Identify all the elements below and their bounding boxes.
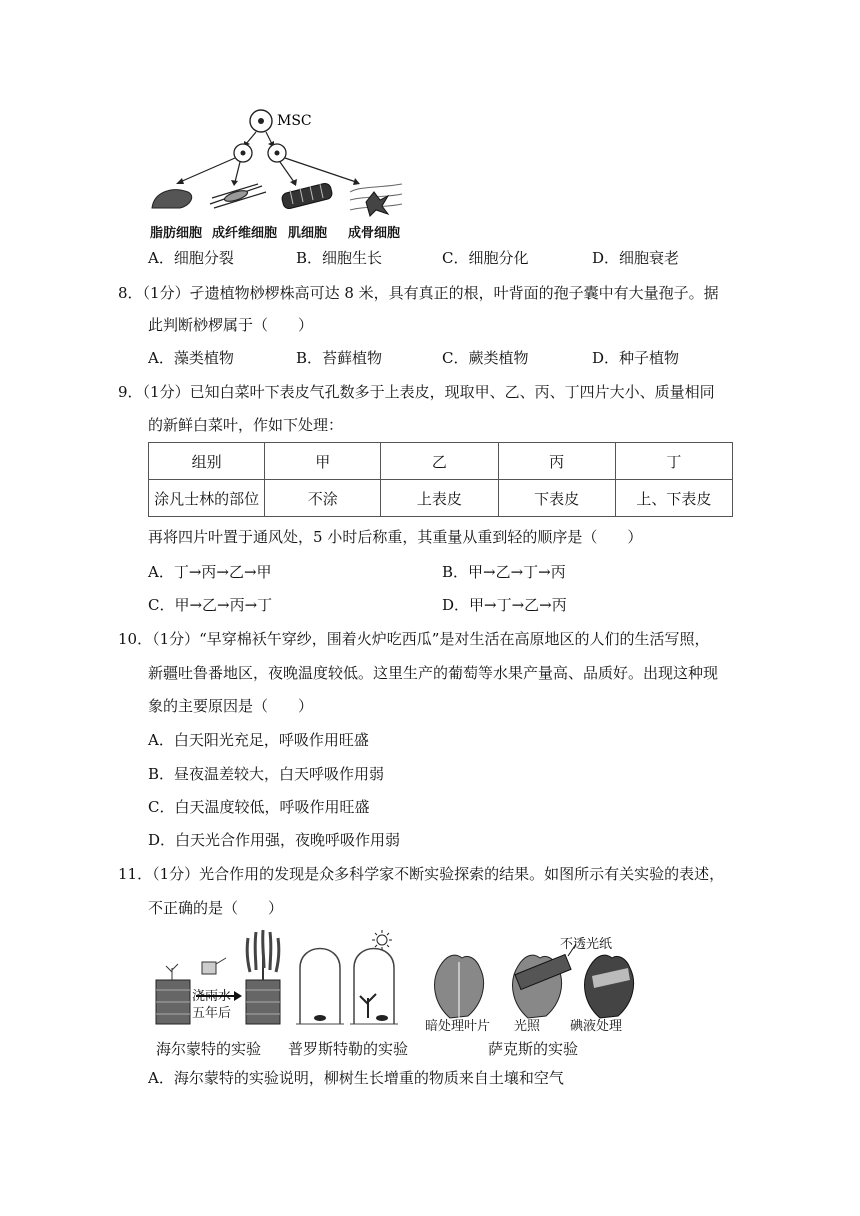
q9-table bbox=[148, 442, 733, 517]
q8-stem-line2: 此判断桫椤属于（ ） bbox=[148, 316, 314, 334]
table-cell: 上表皮 bbox=[381, 480, 498, 517]
q8-option-c: C．蕨类植物 bbox=[442, 349, 529, 367]
q10-option-d: D．白天光合作用强，夜晚呼吸作用弱 bbox=[148, 831, 401, 849]
q8-option-a: A．藻类植物 bbox=[148, 349, 234, 367]
q9-option-d: D．甲→丁→乙→丙 bbox=[442, 596, 567, 614]
fat-cell-label: 脂肪细胞 bbox=[150, 226, 203, 241]
watering-can-icon bbox=[202, 958, 226, 974]
fibroblast-icon bbox=[210, 184, 266, 208]
sapling-pot-icon bbox=[156, 964, 190, 1024]
table-row bbox=[149, 480, 733, 517]
willow-tree-icon bbox=[246, 930, 280, 1024]
muscle-cell-label: 肌细胞 bbox=[288, 226, 328, 241]
opaque-paper-label: 不透光纸 bbox=[560, 937, 613, 952]
sun-icon bbox=[372, 930, 392, 950]
q9-stem-line3: 再将四片叶置于通风处，5 小时后称重，其重量从重到轻的顺序是（ ） bbox=[148, 528, 643, 546]
table-cell: 不涂 bbox=[265, 480, 381, 517]
q10-option-b: B．昼夜温差较大，白天呼吸作用弱 bbox=[148, 765, 385, 783]
osteocyte-label: 成骨细胞 bbox=[348, 226, 401, 241]
five-years-label: 五年后 bbox=[192, 1006, 232, 1021]
q9-option-c: C．甲→乙→丙→丁 bbox=[148, 596, 273, 614]
q7-option-a: A．细胞分裂 bbox=[148, 249, 234, 267]
leaf-iodine-icon bbox=[585, 955, 634, 1018]
q10-stem-line1: 10．（1分）“早穿棉袄午穿纱，围着火炉吃西瓜”是对生活在高原地区的人们的生活写照， bbox=[118, 630, 710, 648]
q10-stem-line2: 新疆吐鲁番地区，夜晚温度较低。这里生产的葡萄等水果产量高、品质好。出现这种现 bbox=[148, 664, 719, 682]
q8-option-b: B．苔藓植物 bbox=[296, 349, 383, 367]
watering-label: 浇雨水 bbox=[192, 989, 232, 1004]
q7-option-c: C．细胞分化 bbox=[442, 249, 529, 267]
leaf1-label: 暗处理叶片 bbox=[425, 1019, 491, 1034]
fibroblast-label: 成纤维细胞 bbox=[212, 226, 278, 241]
table-cell: 丙 bbox=[498, 443, 615, 480]
muscle-cell-icon bbox=[281, 182, 333, 210]
bell-jar-icon bbox=[296, 949, 344, 1025]
bell-jar-plant-icon bbox=[350, 949, 398, 1025]
q10-stem-line3: 象的主要原因是（ ） bbox=[148, 697, 314, 715]
table-cell: 上、下表皮 bbox=[615, 480, 732, 517]
q11-option-a: A．海尔蒙特的实验说明，柳树生长增重的物质来自土壤和空气 bbox=[148, 1069, 564, 1087]
q11-stem-line1: 11．（1分）光合作用的发现是众多科学家不断实验探索的结果。如图所示有关实验的表述， bbox=[118, 865, 725, 883]
sachs-caption: 萨克斯的实验 bbox=[488, 1040, 579, 1058]
table-cell: 丁 bbox=[615, 443, 732, 480]
msc-label: MSC bbox=[277, 113, 312, 129]
table-cell: 甲 bbox=[265, 443, 381, 480]
table-cell: 组别 bbox=[149, 443, 265, 480]
q11-stem-line2: 不正确的是（ ） bbox=[148, 899, 284, 917]
q8-option-d: D．种子植物 bbox=[592, 349, 680, 367]
table-cell: 涂凡士林的部位 bbox=[149, 480, 265, 517]
q7-option-b: B．细胞生长 bbox=[296, 249, 383, 267]
q7-option-d: D．细胞衰老 bbox=[592, 249, 680, 267]
helmont-caption: 海尔蒙特的实验 bbox=[156, 1040, 262, 1058]
q9-option-b: B．甲→乙→丁→丙 bbox=[442, 563, 566, 581]
table-cell: 乙 bbox=[381, 443, 498, 480]
table-cell: 下表皮 bbox=[498, 480, 615, 517]
daughter-cell-icon bbox=[268, 144, 286, 162]
q10-option-a: A．白天阳光充足，呼吸作用旺盛 bbox=[148, 731, 369, 749]
fat-cell-icon bbox=[152, 190, 192, 208]
osteocyte-icon bbox=[350, 184, 402, 216]
q9-stem-line2: 的新鲜白菜叶，作如下处理： bbox=[148, 416, 344, 434]
q10-option-c: C．白天温度较低，呼吸作用旺盛 bbox=[148, 798, 370, 816]
leaf3-label: 碘液处理 bbox=[570, 1019, 623, 1034]
table-row bbox=[149, 443, 733, 480]
q8-stem-line1: 8．（1分）孑遗植物桫椤株高可达 8 米，具有真正的根，叶背面的孢子囊中有大量孢子。据 bbox=[118, 284, 719, 302]
daughter-cell-icon bbox=[234, 144, 252, 162]
msc-cell-icon bbox=[250, 110, 272, 132]
msc-differentiation-figure bbox=[140, 100, 420, 220]
priestley-caption: 普罗斯特勒的实验 bbox=[288, 1040, 409, 1058]
leaf2-label: 光照 bbox=[514, 1019, 541, 1034]
q9-stem-line1: 9．（1分）已知白菜叶下表皮气孔数多于上表皮，现取甲、乙、丙、丁四片大小、质量相同 bbox=[118, 383, 715, 401]
q9-option-a: A．丁→丙→乙→甲 bbox=[148, 563, 272, 581]
